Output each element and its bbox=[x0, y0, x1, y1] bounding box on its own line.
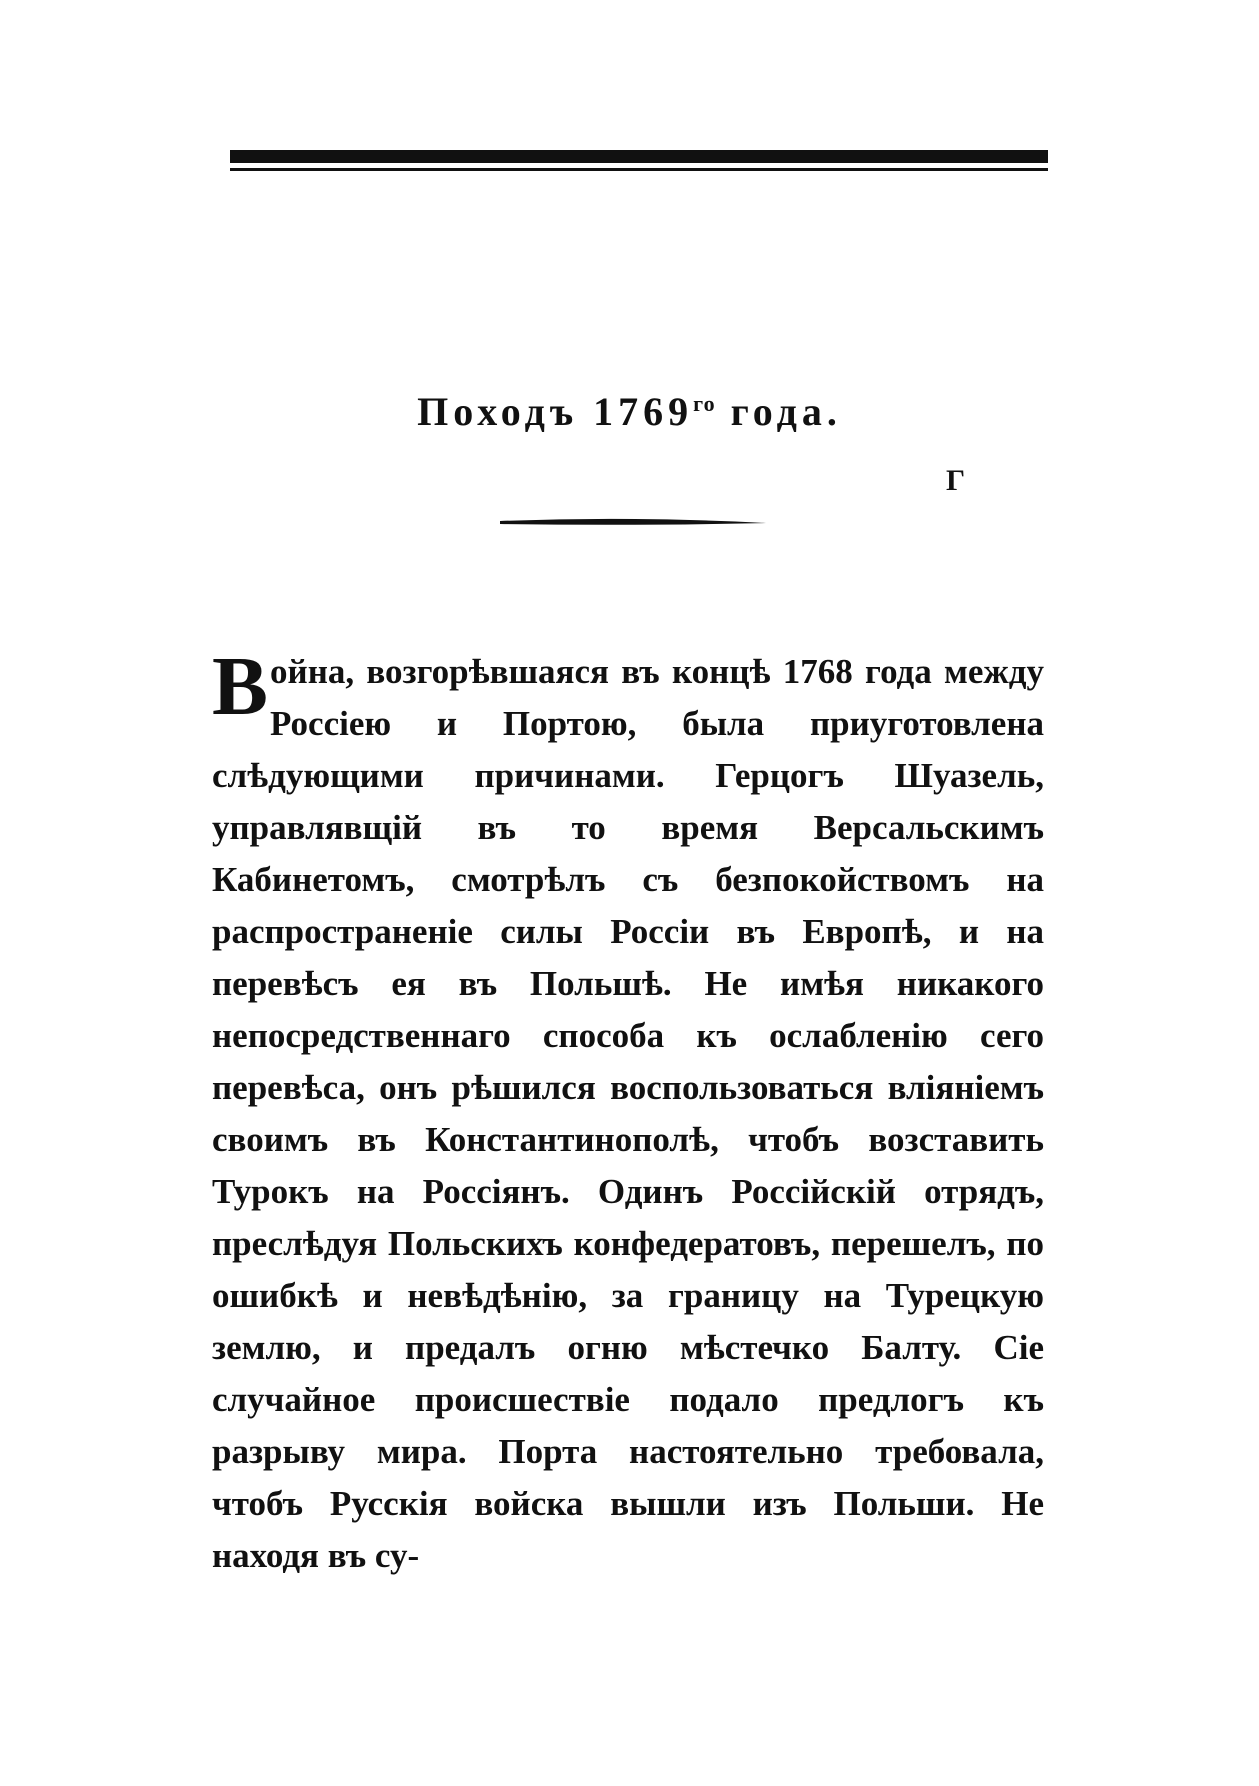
header-rule-thin bbox=[230, 168, 1048, 171]
chapter-title-main: Походъ 1769 bbox=[417, 389, 694, 434]
header-double-rule bbox=[230, 150, 1048, 176]
body-paragraph bbox=[212, 640, 1044, 1582]
title-ornament-rule bbox=[500, 514, 766, 530]
header-rule-thick bbox=[230, 150, 1048, 163]
body-text: ойна, возгорѣвшаяся въ концѣ 1768 года между Россіею и Портою, была приуготовлена слѣдующими причинами. Герцогъ Шуазель, управлявщій въ то время Версальскимъ Кабинетомъ, смотрѣлъ съ безпокойствомъ на распространеніе силы Россіи въ Европѣ, и на перевѣсъ ея въ Польшѣ. Не имѣя никакого непосредственнаго способа къ ослабленію сего перевѣса, онъ рѣшился воспользоваться вліяніемъ своимъ въ Константинополѣ, чтобъ возставить Турокъ на Россіянъ. Одинъ Россійскій отрядъ, преслѣдуя Польскихъ конфедератовъ, перешелъ, по ошибкѣ и невѣдѣнію, за границу на Турецкую землю, и предалъ огню мѣстечко Балту. Сіе случайное происшествіе подало предлогъ къ разрыву мира. Порта настоятельно требовала, чтобъ Русскія войска вышли изъ Польши. Не находя въ су- bbox=[212, 652, 1044, 1575]
drop-cap: В bbox=[212, 640, 269, 733]
chapter-title-end: года. bbox=[715, 389, 842, 434]
chapter-title-superscript: го bbox=[693, 391, 716, 416]
signature-mark: Г bbox=[946, 464, 966, 497]
chapter-title bbox=[0, 389, 1259, 434]
